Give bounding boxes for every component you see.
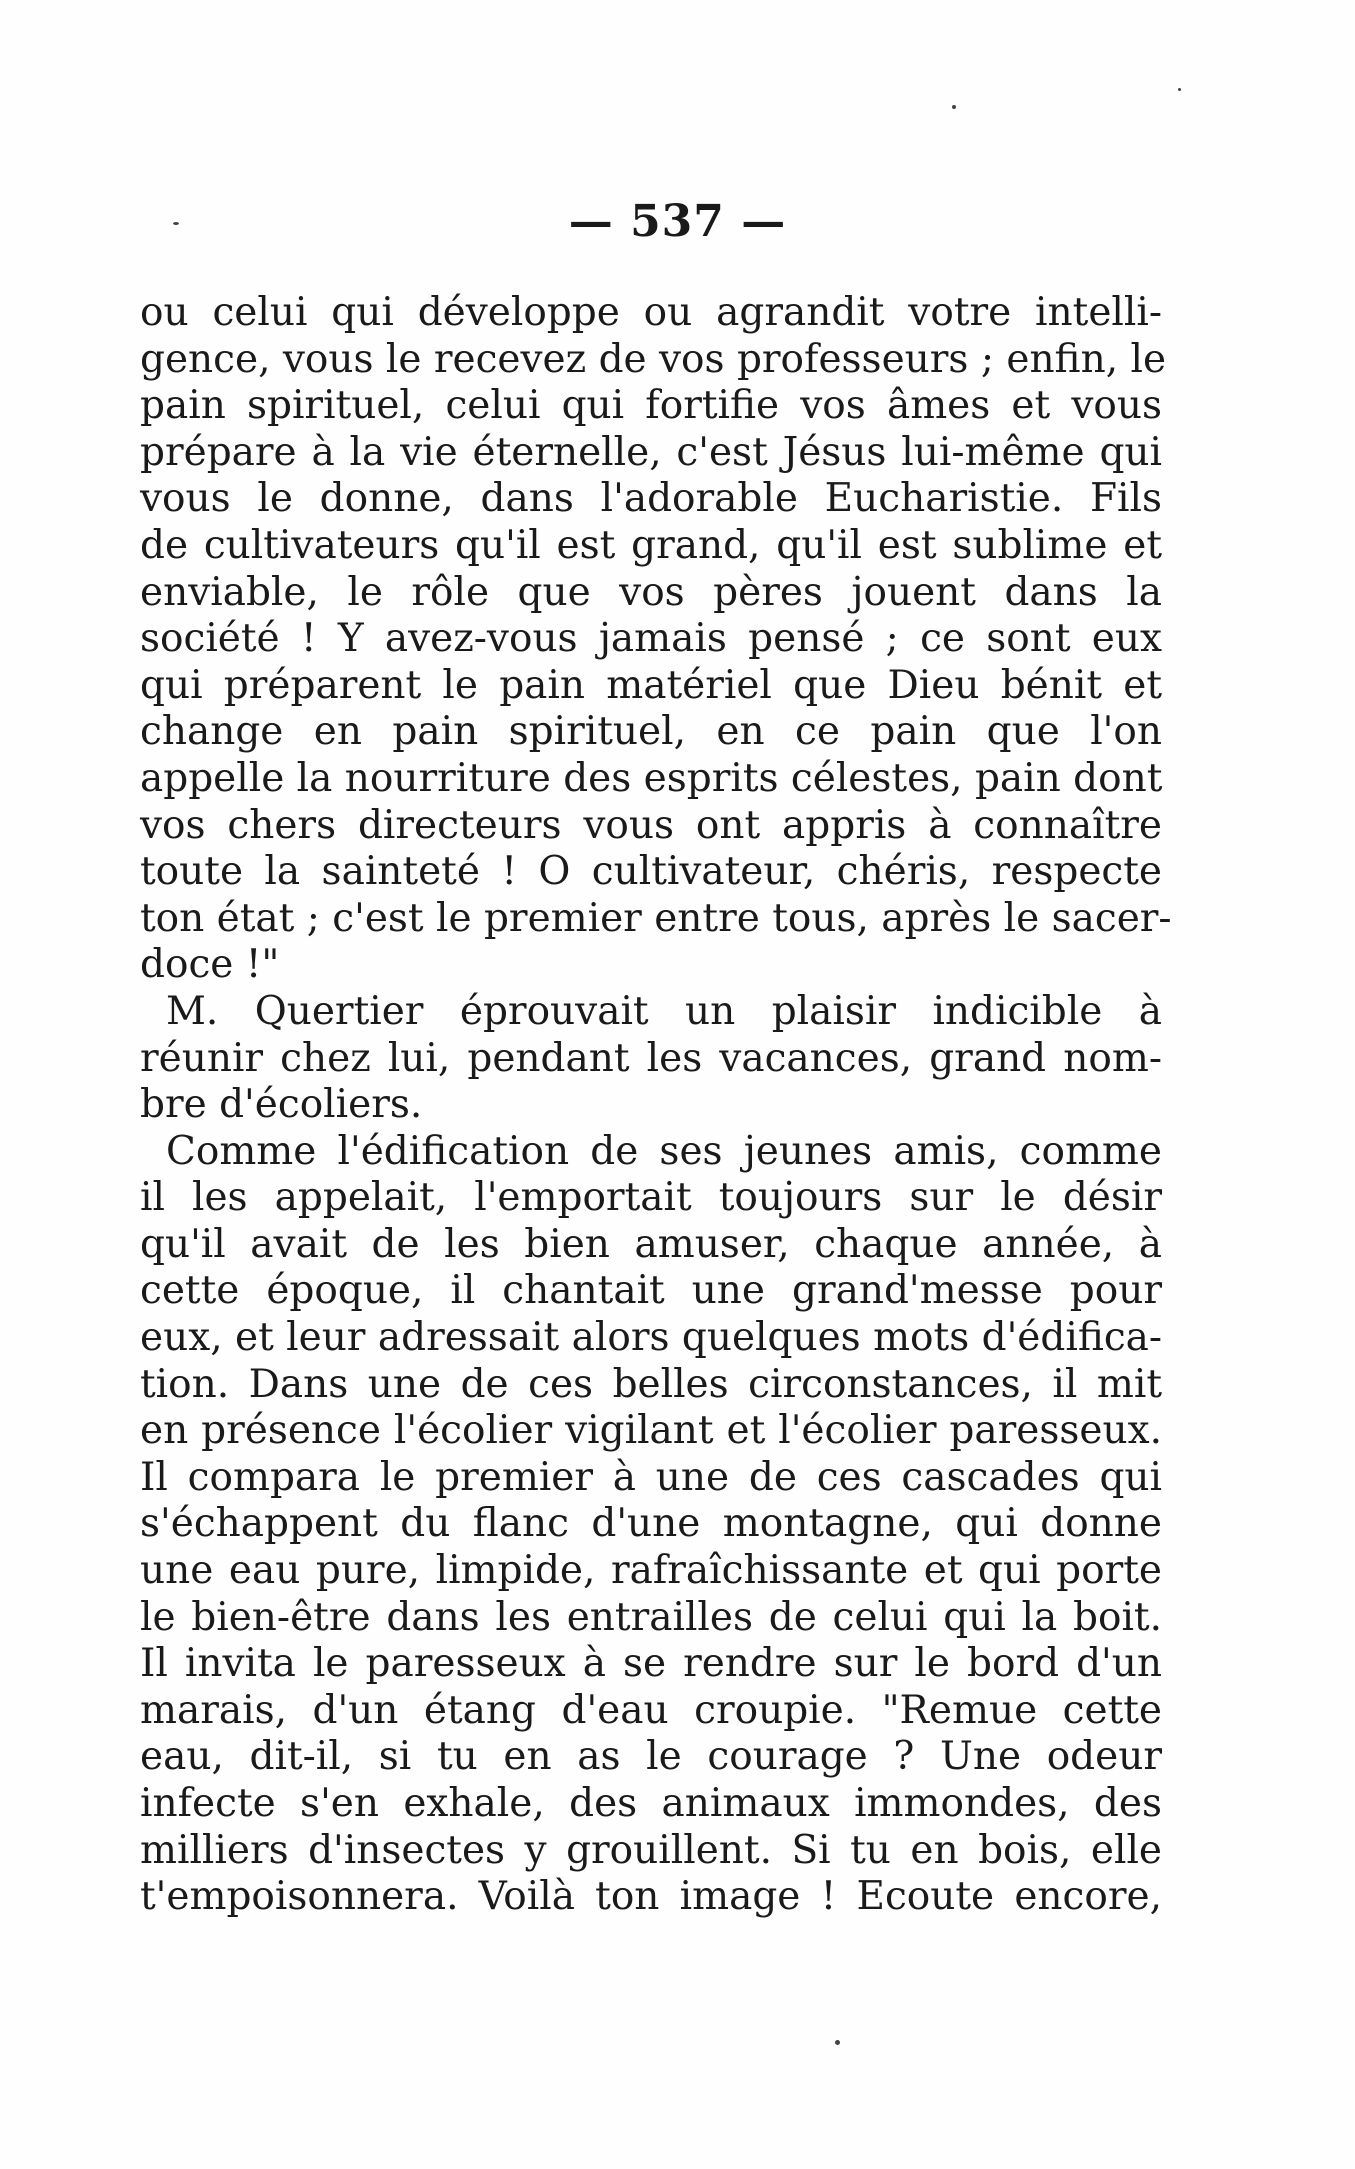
text-line: de cultivateurs qu'il est grand, qu'il est sublime et xyxy=(140,522,1162,568)
text-line: qui préparent le pain matériel que Dieu bénit et xyxy=(140,662,1162,708)
text-line: vous le donne, dans l'adorable Eucharistie. Fils xyxy=(140,476,1162,522)
text-line: infecte s'en exhale, des animaux immondes, des xyxy=(140,1781,1162,1826)
text-line: ton état ; c'est le premier entre tous, après le sacer- xyxy=(140,895,1172,941)
text-line: le bien-être dans les entrailles de celui qui la boit. xyxy=(140,1594,1162,1640)
text-line: qu'il avait de les bien amuser, chaque année, à xyxy=(140,1221,1162,1267)
text-line: une eau pure, limpide, rafraîchissante et qui porte xyxy=(140,1548,1162,1594)
text-line: en présence l'écolier vigilant et l'écolier paresseux. xyxy=(140,1408,1162,1454)
text-line: t'empoisonnera. Voilà ton image ! Ecoute encore, xyxy=(140,1874,1162,1920)
ink-speck xyxy=(835,2040,840,2045)
text-line: toute la sainteté ! O cultivateur, chéris, respecte xyxy=(140,849,1162,895)
text-line: prépare à la vie éternelle, c'est Jésus lui-même qui xyxy=(140,429,1162,475)
text-line: réunir chez lui, pendant les vacances, grand nom- xyxy=(140,1035,1162,1081)
page-number: — 537 — xyxy=(568,196,787,247)
text-line: bre d'écoliers. xyxy=(140,1082,423,1128)
text-line: ou celui qui développe ou agrandit votre intelli- xyxy=(140,290,1162,335)
text-line: cette époque, il chantait une grand'messe pour xyxy=(140,1268,1162,1314)
text-line: milliers d'insectes y grouillent. Si tu en bois, elle xyxy=(140,1827,1162,1873)
ink-speck xyxy=(173,222,179,225)
text-line: Il invita le paresseux à se rendre sur le bord d'un xyxy=(140,1641,1162,1687)
text-line: appelle la nourriture des esprits célestes, pain dont xyxy=(140,755,1163,801)
text-line: il les appelait, l'emportait toujours sur le désir xyxy=(140,1175,1162,1221)
text-line: tion. Dans une de ces belles circonstances, il mit xyxy=(140,1361,1162,1407)
text-line: enviable, le rôle que vos pères jouent dans la xyxy=(140,569,1162,615)
text-line: pain spirituel, celui qui fortifie vos âmes et vous xyxy=(140,383,1162,429)
text-line: gence, vous le recevez de vos professeurs ; enfin, le xyxy=(140,336,1167,382)
text-line: doce !" xyxy=(140,942,280,988)
text-line: eau, dit-il, si tu en as le courage ? Une odeur xyxy=(140,1734,1162,1780)
text-line: vos chers directeurs vous ont appris à connaître xyxy=(140,802,1162,848)
text-line: eux, et leur adressait alors quelques mots d'édifica- xyxy=(140,1315,1163,1361)
text-line: s'échappent du flanc d'une montagne, qui donne xyxy=(140,1501,1162,1547)
text-line: M. Quertier éprouvait un plaisir indicible à xyxy=(166,988,1162,1034)
text-line: Comme l'édification de ses jeunes amis, comme xyxy=(166,1128,1162,1174)
ink-speck xyxy=(1178,88,1181,91)
text-line: change en pain spirituel, en ce pain que l'on xyxy=(140,709,1162,755)
body-text xyxy=(140,290,1172,1921)
ink-speck xyxy=(952,105,956,109)
text-line: société ! Y avez-vous jamais pensé ; ce sont eux xyxy=(140,616,1162,662)
text-line: marais, d'un étang d'eau croupie. "Remue cette xyxy=(140,1687,1162,1733)
text-line: Il compara le premier à une de ces cascades qui xyxy=(140,1454,1162,1500)
